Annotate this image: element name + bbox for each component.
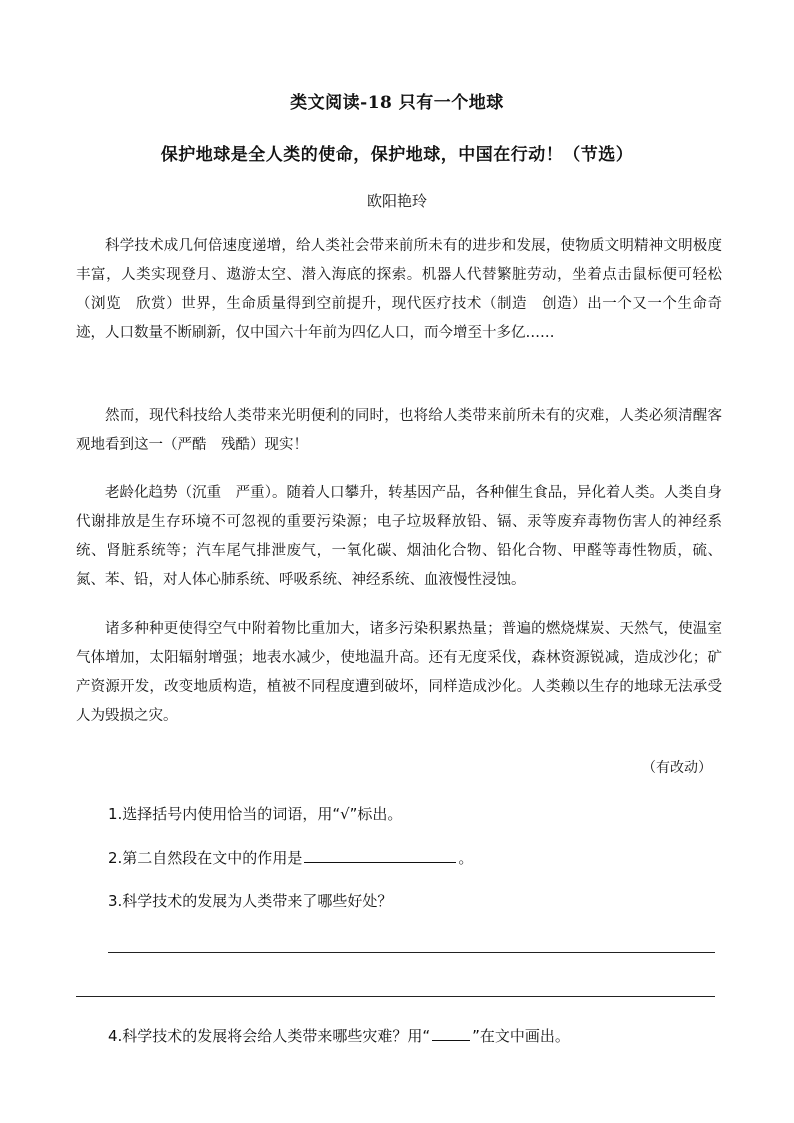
paragraph-1: 科学技术成几何倍速度递增，给人类社会带来前所未有的进步和发展，使物质文明精神文明极度丰富，人类实现登月、遨游太空、潜入海底的探索。机器人代替繁脏劳动，坐着点击鼠标便可轻松（浏览 欣赏）世界，生命质量得到空前提升，现代医疗技术（制造 创造）出一个又一个生命奇迹，人口数量不断刷新，仅中国六十年前为四亿人口，而今增至十多亿…… bbox=[76, 238, 722, 341]
underline-sample bbox=[432, 1026, 470, 1041]
answer-line-2[interactable] bbox=[76, 996, 715, 997]
paragraph-2: 然而，现代科技给人类带来光明便利的同时，也将给人类带来前所未有的灾难，人类必须清醒客观地看到这一（严酷 残酷）现实！ bbox=[76, 408, 722, 453]
question-4-end: ”在文中画出。 bbox=[472, 1027, 570, 1045]
question-2 bbox=[108, 847, 473, 868]
question-1: 1.选择括号内使用恰当的词语，用“√”标出。 bbox=[108, 805, 403, 823]
question-4 bbox=[108, 1025, 570, 1046]
answer-blank[interactable] bbox=[304, 848, 456, 863]
question-4-text: 4.科学技术的发展将会给人类带来哪些灾难？用“ bbox=[108, 1027, 431, 1045]
source-note: （有改动） bbox=[642, 760, 712, 776]
question-3: 3.科学技术的发展为人类带来了哪些好处？ bbox=[108, 892, 393, 910]
article-title: 保护地球是全人类的使命，保护地球，中国在行动！（节选） bbox=[160, 145, 634, 165]
page-title: 类文阅读-18 只有一个地球 bbox=[290, 93, 504, 113]
question-2-end: 。 bbox=[458, 849, 474, 867]
answer-line-1[interactable] bbox=[108, 952, 715, 953]
paragraph-3: 老龄化趋势（沉重 严重）。随着人口攀升，转基因产品，各种催生食品，异化着人类。人类自身代谢排放是生存环境不可忽视的重要污染源；电子垃圾释放铅、镉、汞等废弃毒物伤害人的神经系统、肾脏系统等；汽车尾气排泄废气，一氧化碳、烟油化合物、铅化合物、甲醛等毒性物质，硫、氮、苯、铅，对人体心肺系统、呼吸系统、神经系统、血液慢性浸蚀。 bbox=[76, 485, 722, 588]
article-author: 欧阳艳玲 bbox=[366, 192, 427, 210]
question-2-text: 2.第二自然段在文中的作用是 bbox=[108, 849, 303, 867]
paragraph-4: 诸多种种更使得空气中附着物比重加大，诸多污染积累热量；普遍的燃烧煤炭、天然气，使温室气体增加，太阳辐射增强；地表水减少，使地温升高。还有无度采伐，森林资源锐减，造成沙化；矿产资源开发，改变地质构造，植被不同程度遭到破坏，同样造成沙化。人类赖以生存的地球无法承受人为毁损之灾。 bbox=[76, 621, 722, 724]
